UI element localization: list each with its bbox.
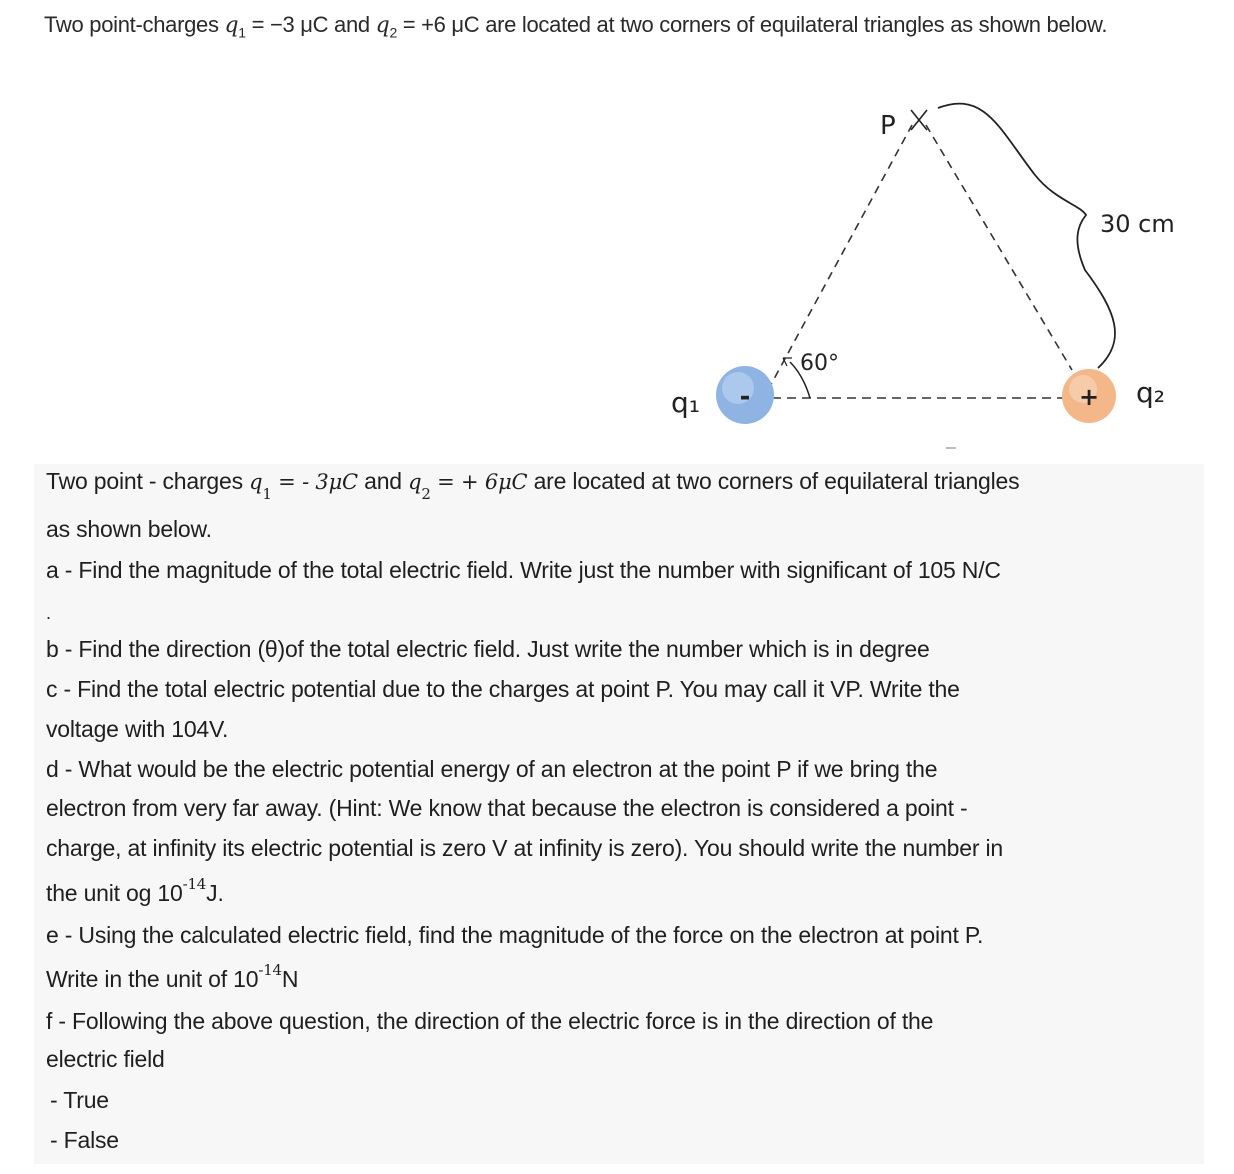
charge-q2-sign: +	[1078, 383, 1100, 411]
question-a: a - Find the magnitude of the total electric field. Write just the number with significant of 105 N/C	[46, 557, 1001, 583]
question-e-line2: Write in the unit of $10^{-14}N$	[46, 961, 299, 992]
angle-label: 60°	[800, 351, 839, 376]
question-b: b - Find the direction (θ)of the total electric field. Just write the number which is in degree	[46, 636, 930, 662]
question-intro-cont: as shown below.	[46, 516, 212, 542]
problem-title: Two point-charges $q_1 = -3$ μC and $q_2 = +6$ μC are located at two corners of equilateral triangles as shown below.	[44, 12, 1108, 41]
question-f-line2: electric field	[46, 1046, 165, 1072]
side-left	[768, 125, 912, 390]
question-d-line3: charge, at infinity its electric potential is zero V at infinity is zero). You should write the number in	[46, 835, 1003, 861]
question-c-line2: voltage with 104V.	[46, 716, 229, 742]
question-c-line1: c - Find the total electric potential due to the charges at point P. You may call it VP. Write the	[46, 676, 960, 702]
charge-q1-label: q₁	[671, 386, 700, 419]
question-f-line1: f - Following the above question, the direction of the electric force is in the direction of the	[46, 1008, 934, 1034]
side-length-label: 30 cm	[1100, 210, 1175, 238]
question-intro: Two point - charges $q_1$ = - 3μC and $q_2$ = + 6μC are located at two corners of equilateral triangles	[46, 468, 1020, 503]
point-p-marker	[911, 110, 927, 130]
charge-q1-sign: -	[739, 382, 751, 412]
triangle-diagram	[0, 0, 1234, 460]
question-d-line4: the unit og $10^{-14}J$.	[46, 875, 224, 906]
point-p-label: P	[880, 111, 896, 141]
question-d-line1: d - What would be the electric potential energy of an electron at the point P if we bring the	[46, 756, 938, 782]
side-right	[926, 125, 1072, 370]
option-false[interactable]: - False	[50, 1127, 119, 1153]
question-d-line2: electron from very far away. (Hint: We know that because the electron is considered a point -	[46, 795, 968, 821]
question-e-line1: e - Using the calculated electric field, find the magnitude of the force on the electron at point P.	[46, 922, 984, 948]
question-a-dot: .	[46, 603, 52, 623]
charge-q2-label: q₂	[1136, 376, 1165, 409]
option-true[interactable]: - True	[50, 1087, 109, 1113]
side-length-brace	[938, 104, 1115, 368]
